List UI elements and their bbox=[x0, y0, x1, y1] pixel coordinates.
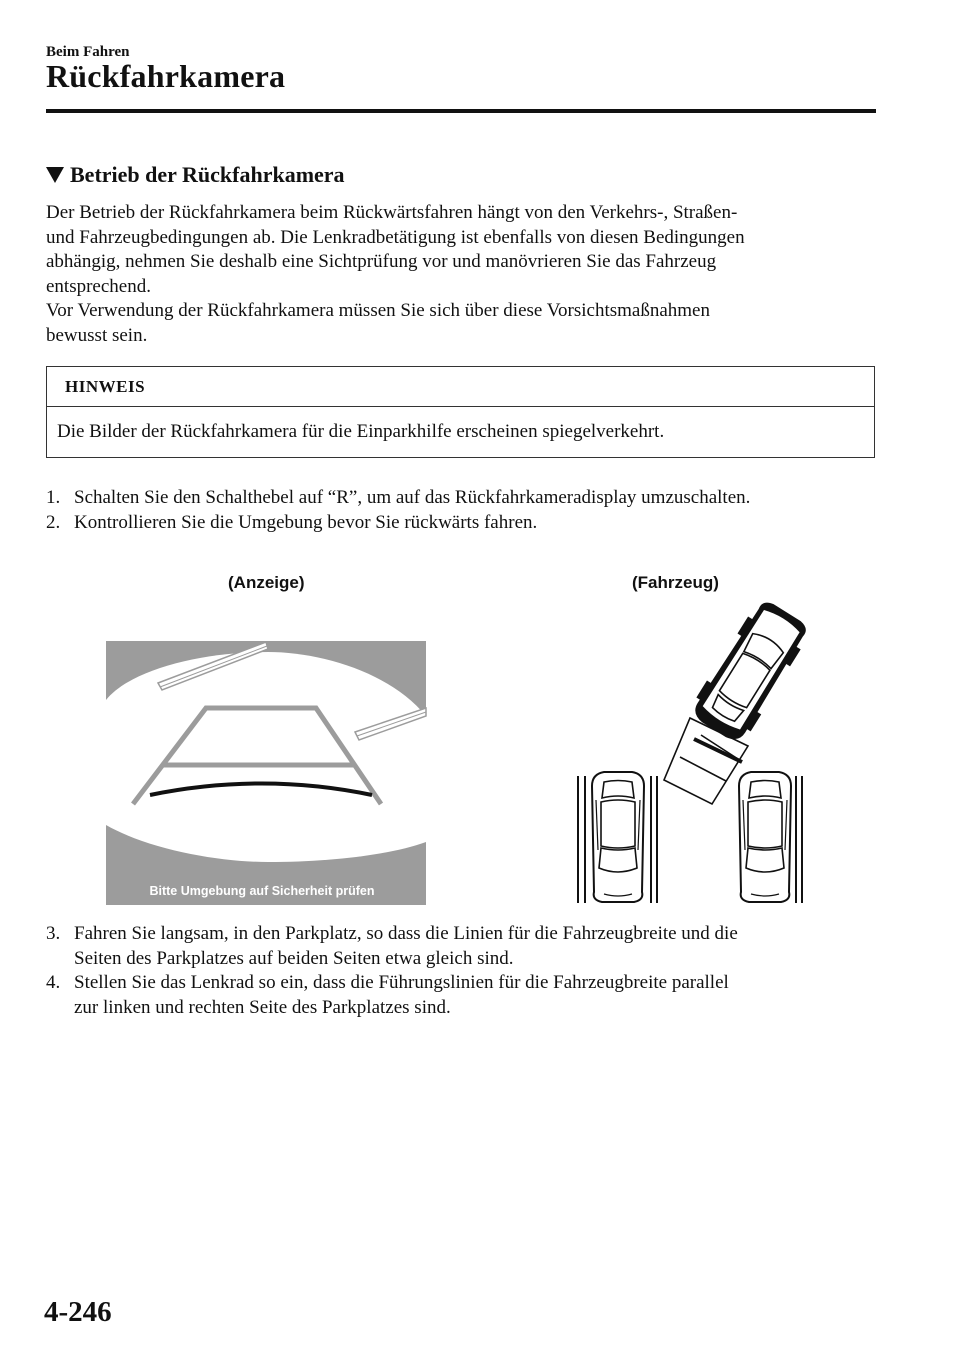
step-number: 1. bbox=[46, 487, 61, 508]
view-area bbox=[106, 652, 426, 862]
step-text: zur linken und rechten Seite des Parkplatzes sind. bbox=[74, 996, 451, 1018]
step-text: Seiten des Parkplatzes auf beiden Seiten etwa gleich sind. bbox=[74, 947, 514, 969]
step-text: Kontrollieren Sie die Umgebung bevor Sie rückwärts fahren. bbox=[74, 511, 538, 533]
note-text: Die Bilder der Rückfahrkamera für die Einparkhilfe erscheinen spiegelverkehrt. bbox=[57, 421, 665, 442]
page-number: 4-246 bbox=[44, 1296, 112, 1328]
parking-diagram bbox=[578, 596, 814, 903]
header-section: Beim Fahren bbox=[46, 44, 130, 60]
step-number: 4. bbox=[46, 972, 61, 993]
parked-car-right bbox=[739, 772, 791, 902]
page-title: Rückfahrkamera bbox=[46, 58, 286, 94]
section-heading-text: Betrieb der Rückfahrkamera bbox=[70, 162, 345, 187]
step-text: Stellen Sie das Lenkrad so ein, dass die Führungslinien für die Fahrzeugbreite parallel bbox=[74, 972, 729, 993]
reversing-car bbox=[687, 596, 814, 747]
display-caption: Bitte Umgebung auf Sicherheit prüfen bbox=[149, 884, 375, 898]
parked-car-left bbox=[592, 772, 644, 902]
intro-line: bewusst sein. bbox=[46, 324, 148, 346]
step-text: Schalten Sie den Schalthebel auf “R”, um auf das Rückfahrkameradisplay umzuschalten. bbox=[74, 487, 751, 508]
step-number: 3. bbox=[46, 923, 61, 944]
distance-guide-line bbox=[694, 739, 742, 762]
intro-line: entsprechend. bbox=[46, 275, 151, 297]
figure-label-vehicle: (Fahrzeug) bbox=[632, 573, 719, 592]
list-item bbox=[46, 922, 886, 971]
step-text: Fahren Sie langsam, in den Parkplatz, so dass die Linien für die Fahrzeugbreite und die bbox=[74, 923, 738, 944]
intro-line: abhängig, nehmen Sie deshalb eine Sichtprüfung vor und manövrieren Sie das Fahrzeug bbox=[46, 251, 717, 272]
list-item bbox=[46, 971, 886, 1020]
figure-label-display: (Anzeige) bbox=[228, 573, 305, 592]
intro-line: und Fahrzeugbedingungen ab. Die Lenkradbetätigung ist ebenfalls von diesen Bedingungen bbox=[46, 226, 745, 248]
intro-line: Vor Verwendung der Rückfahrkamera müssen Sie sich über diese Vorsichtsmaßnahmen bbox=[46, 300, 710, 321]
step-number: 2. bbox=[46, 511, 61, 533]
camera-display bbox=[106, 641, 426, 905]
intro-line: Der Betrieb der Rückfahrkamera beim Rückwärtsfahren hängt von den Verkehrs-, Straßen- bbox=[46, 202, 738, 223]
note-title: HINWEIS bbox=[47, 367, 874, 407]
step-list bbox=[46, 922, 886, 1020]
